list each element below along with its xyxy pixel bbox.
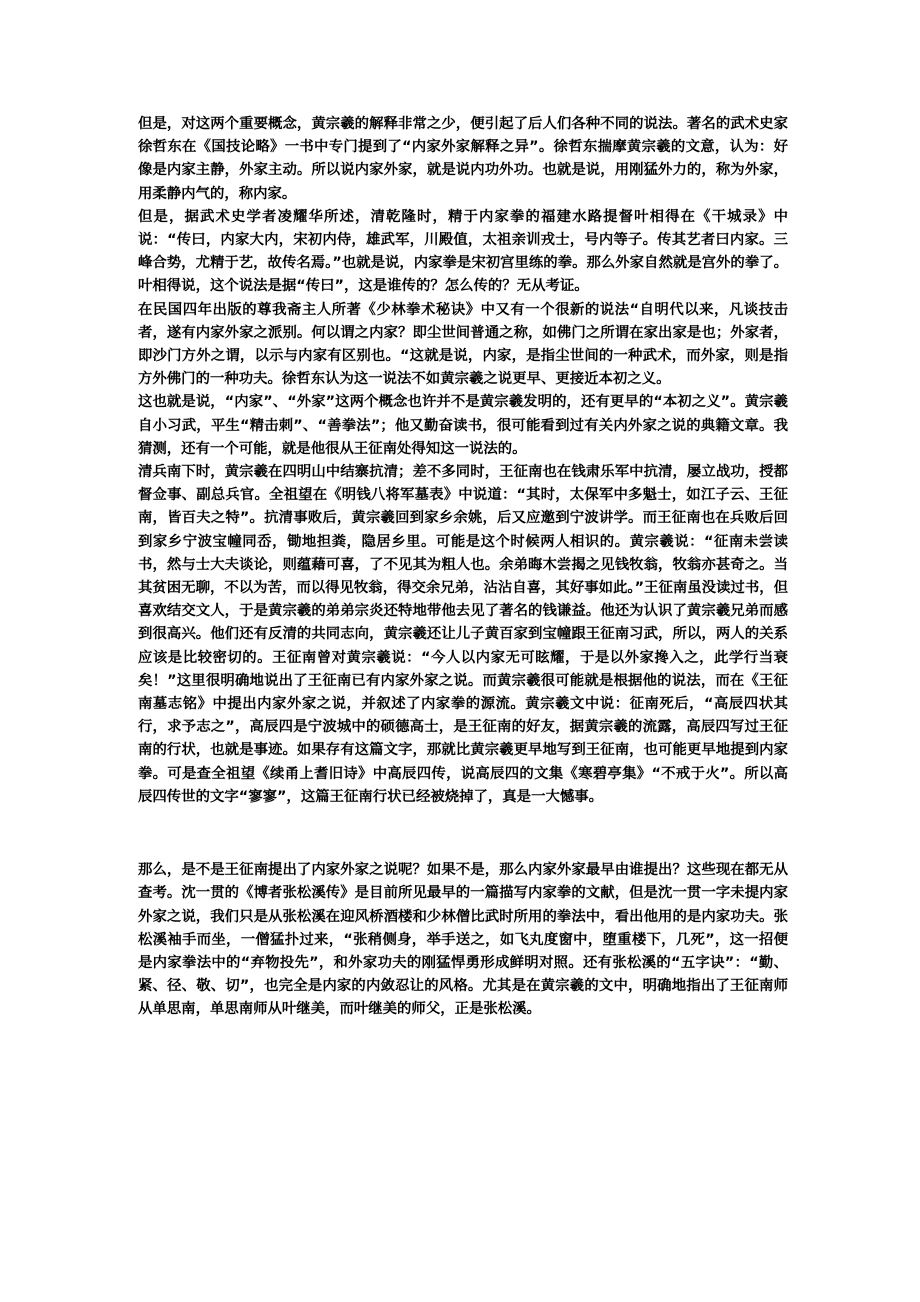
paragraph: 那么，是不是王征南提出了内家外家之说呢？如果不是，那么内家外家最早由谁提出？这些现在都无从查考。沈一贯的《博者张松溪传》是目前所见最早的一篇描写内家拳的文献，但是沈一贯一字未提内家外家之说，我们只是从张松溪在迎风桥酒楼和少林僧比武时所用的拳法中，看出他用的是内家功夫。张松溪袖手而坐，一僧猛扑过来，“张稍侧身，举手送之，如飞丸度窗中，堕重楼下，几死”，这一招便是内家拳法中的“弃物投先”，和外家功夫的刚猛悍勇形成鲜明对照。还有张松溪的“五字诀”：“勤、紧、径、敬、切”，也完全是内家的内敛忍让的风格。尤其是在黄宗羲的文中，明确地指出了王征南师从单思南，单思南师从叶继美，而叶继美的师父，正是张松溪。 bbox=[138, 862, 788, 1018]
paragraph: 清兵南下时，黄宗羲在四明山中结寨抗清；差不多同时，王征南也在钱肃乐军中抗清，屡立战功，授都督佥事、副总兵官。全祖望在《明钱八将军墓表》中说道：“其时，太保军中多魁士，如江子云、王征南，皆百夫之特”。抗清事败后，黄宗羲回到家乡余姚，后又应邀到宁波讲学。而王征南也在兵败后回到家乡宁波宝幢同岙，锄地担粪，隐居乡里。可能是这个时候两人相识的。黄宗羲说：“征南未尝读书，然与士大夫谈论，则蕴藉可喜，了不见其为粗人也。余弟晦木尝揭之见钱牧翁，牧翁亦甚奇之。当其贫困无聊，不以为苦，而以得见牧翁，得交余兄弟，沾沾自喜，其好事如此。”王征南虽没读过书，但喜欢结交文人，于是黄宗羲的弟弟宗炎还特地带他去见了著名的钱谦益。他还为认识了黄宗羲兄弟而感到很高兴。他们还有反清的共同志向，黄宗羲还让儿子黄百家到宝幢跟王征南习武，所以，两人的关系应该是比较密切的。王征南曾对黄宗羲说：“今人以内家无可眩耀，于是以外家搀入之，此学行当衰矣！”这里很明确地说出了王征南已有内家外家之说。而黄宗羲很可能就是根据他的说法，而在《王征南墓志铭》中提出内家外家之说，并叙述了内家拳的源流。黄宗羲文中说：征南死后，“高辰四状其行，求予志之”，高辰四是宁波城中的硕德高士，是王征南的好友，据黄宗羲的流露，高辰四写过王征南的行状，也就是事迹。如果存有这篇文字，那就比黄宗羲更早地写到王征南，也可能更早地提到内家拳。可是查全祖望《续甬上耆旧诗》中高辰四传，说高辰四的文集《寒碧亭集》“不戒于火”。所以高辰四传世的文字“寥寥”，这篇王征南行状已经被烧掉了，真是一大憾事。 bbox=[138, 464, 788, 805]
paragraph: 但是，对这两个重要概念，黄宗羲的解释非常之少，便引起了后人们各种不同的说法。著名的武术史家徐哲东在《国技论略》一书中专门提到了“内家外家解释之异”。徐哲东揣摩黄宗羲的文意，认为：好像是内家主静，外家主动。所以说内家外家，就是说内功外功。也就是说，用刚猛外力的，称为外家，用柔静内气的，称内家。 bbox=[138, 116, 788, 202]
section-1 bbox=[138, 113, 788, 809]
paragraph: 这也就是说，“内家”、“外家”这两个概念也许并不是黄宗羲发明的，还有更早的“本初之义”。黄宗羲自小习武，平生“精击刺”、“善拳法”；他又勤奋读书，很可能看到过有关内外家之说的典籍文章。我猜测，还有一个可能，就是他很从王征南处得知这一说法的。 bbox=[138, 394, 788, 457]
document-page bbox=[138, 113, 788, 1022]
paragraph: 在民国四年出版的尊我斋主人所著《少林拳术秘诀》中又有一个很新的说法“自明代以来，凡谈技击者，遂有内家外家之派别。何以谓之内家？即尘世间普通之称，如佛门之所谓在家出家是也；外家者，即沙门方外之谓，以示与内家有区别也。“这就是说，内家，是指尘世间的一种武术，而外家，则是指方外佛门的一种功夫。徐哲东认为这一说法不如黄宗羲之说更早、更接近本初之义。 bbox=[138, 301, 788, 388]
section-2 bbox=[138, 859, 788, 1021]
paragraph: 但是，据武术史学者凌耀华所述，清乾隆时，精于内家拳的福建水路提督叶相得在《干城录》中说：“传曰，内家大内，宋初内侍，雄武军，川殿值，太祖亲训戎士，号内等子。传其艺者曰内家。三峰合势，尤精于艺，故传名焉。”也就是说，内家拳是宋初宫里练的拳。那么外家自然就是宫外的拳了。叶相得说，这个说法是据“传曰”，这是谁传的？怎么传的？无从考证。 bbox=[138, 208, 788, 295]
